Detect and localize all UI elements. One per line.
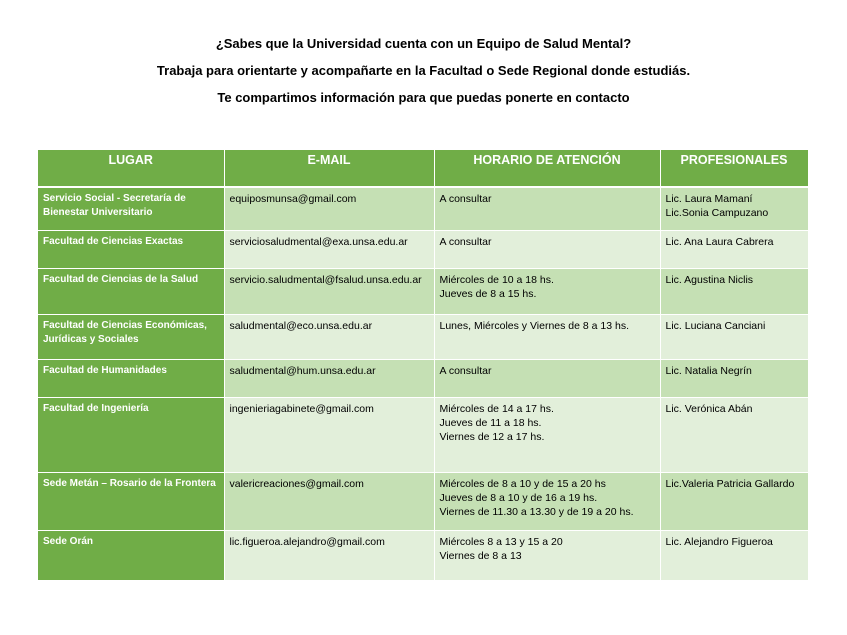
- table-row: [38, 472, 808, 530]
- cell-email: saludmental@hum.unsa.edu.ar: [224, 359, 434, 397]
- cell-lugar: Facultad de Ingeniería: [38, 397, 224, 472]
- header-email: E-MAIL: [224, 150, 434, 187]
- cell-profesionales: Lic. Agustina Niclis: [660, 268, 808, 314]
- table-row: [38, 397, 808, 472]
- table-header-row: [38, 150, 808, 187]
- intro-line-1: ¿Sabes que la Universidad cuenta con un Equipo de Salud Mental?: [215, 36, 632, 51]
- cell-horario: A consultar: [434, 359, 660, 397]
- intro-text: [0, 36, 847, 117]
- cell-horario: Lunes, Miércoles y Viernes de 8 a 13 hs.: [434, 314, 660, 359]
- cell-lugar: Sede Metán – Rosario de la Frontera: [38, 472, 224, 530]
- table-row: [38, 230, 808, 268]
- cell-profesionales: Lic. Alejandro Figueroa: [660, 530, 808, 580]
- cell-horario: Miércoles de 14 a 17 hs. Jueves de 11 a 18 hs. Viernes de 12 a 17 hs.: [434, 397, 660, 472]
- cell-email: ingenieriagabinete@gmail.com: [224, 397, 434, 472]
- cell-email: saludmental@eco.unsa.edu.ar: [224, 314, 434, 359]
- cell-lugar: Facultad de Humanidades: [38, 359, 224, 397]
- header-profesionales: PROFESIONALES: [660, 150, 808, 187]
- intro-line-2: Trabaja para orientarte y acompañarte en la Facultad o Sede Regional donde estudiás.: [156, 63, 691, 78]
- table-row: [38, 530, 808, 580]
- cell-email: lic.figueroa.alejandro@gmail.com: [224, 530, 434, 580]
- cell-email: servicio.saludmental@fsalud.unsa.edu.ar: [224, 268, 434, 314]
- cell-email: valericreaciones@gmail.com: [224, 472, 434, 530]
- cell-lugar: Facultad de Ciencias Exactas: [38, 230, 224, 268]
- cell-profesionales: Lic. Verónica Abán: [660, 397, 808, 472]
- header-horario: HORARIO DE ATENCIÓN: [434, 150, 660, 187]
- cell-horario: A consultar: [434, 187, 660, 230]
- table-row: [38, 314, 808, 359]
- cell-horario: A consultar: [434, 230, 660, 268]
- cell-profesionales: Lic. Laura Mamaní Lic.Sonia Campuzano: [660, 187, 808, 230]
- cell-horario: Miércoles 8 a 13 y 15 a 20 Viernes de 8 a 13: [434, 530, 660, 580]
- cell-lugar: Facultad de Ciencias Económicas, Jurídicas y Sociales: [38, 314, 224, 359]
- cell-profesionales: Lic. Natalia Negrín: [660, 359, 808, 397]
- cell-profesionales: Lic. Luciana Canciani: [660, 314, 808, 359]
- cell-lugar: Servicio Social - Secretaría de Bienestar Universitario: [38, 187, 224, 230]
- cell-horario: Miércoles de 8 a 10 y de 15 a 20 hs Jueves de 8 a 10 y de 16 a 19 hs. Viernes de 11.30 a 13.30 y de 19 a 20 hs.: [434, 472, 660, 530]
- intro-line-3: Te compartimos información para que puedas ponerte en contacto: [217, 90, 630, 105]
- cell-profesionales: Lic.Valeria Patricia Gallardo: [660, 472, 808, 530]
- cell-email: equiposmunsa@gmail.com: [224, 187, 434, 230]
- cell-profesionales: Lic. Ana Laura Cabrera: [660, 230, 808, 268]
- table-row: [38, 187, 808, 230]
- cell-email: serviciosaludmental@exa.unsa.edu.ar: [224, 230, 434, 268]
- cell-horario: Miércoles de 10 a 18 hs. Jueves de 8 a 15 hs.: [434, 268, 660, 314]
- cell-lugar: Facultad de Ciencias de la Salud: [38, 268, 224, 314]
- table-row: [38, 268, 808, 314]
- contacts-table: [38, 150, 809, 581]
- table-row: [38, 359, 808, 397]
- header-lugar: LUGAR: [38, 150, 224, 187]
- cell-lugar: Sede Orán: [38, 530, 224, 580]
